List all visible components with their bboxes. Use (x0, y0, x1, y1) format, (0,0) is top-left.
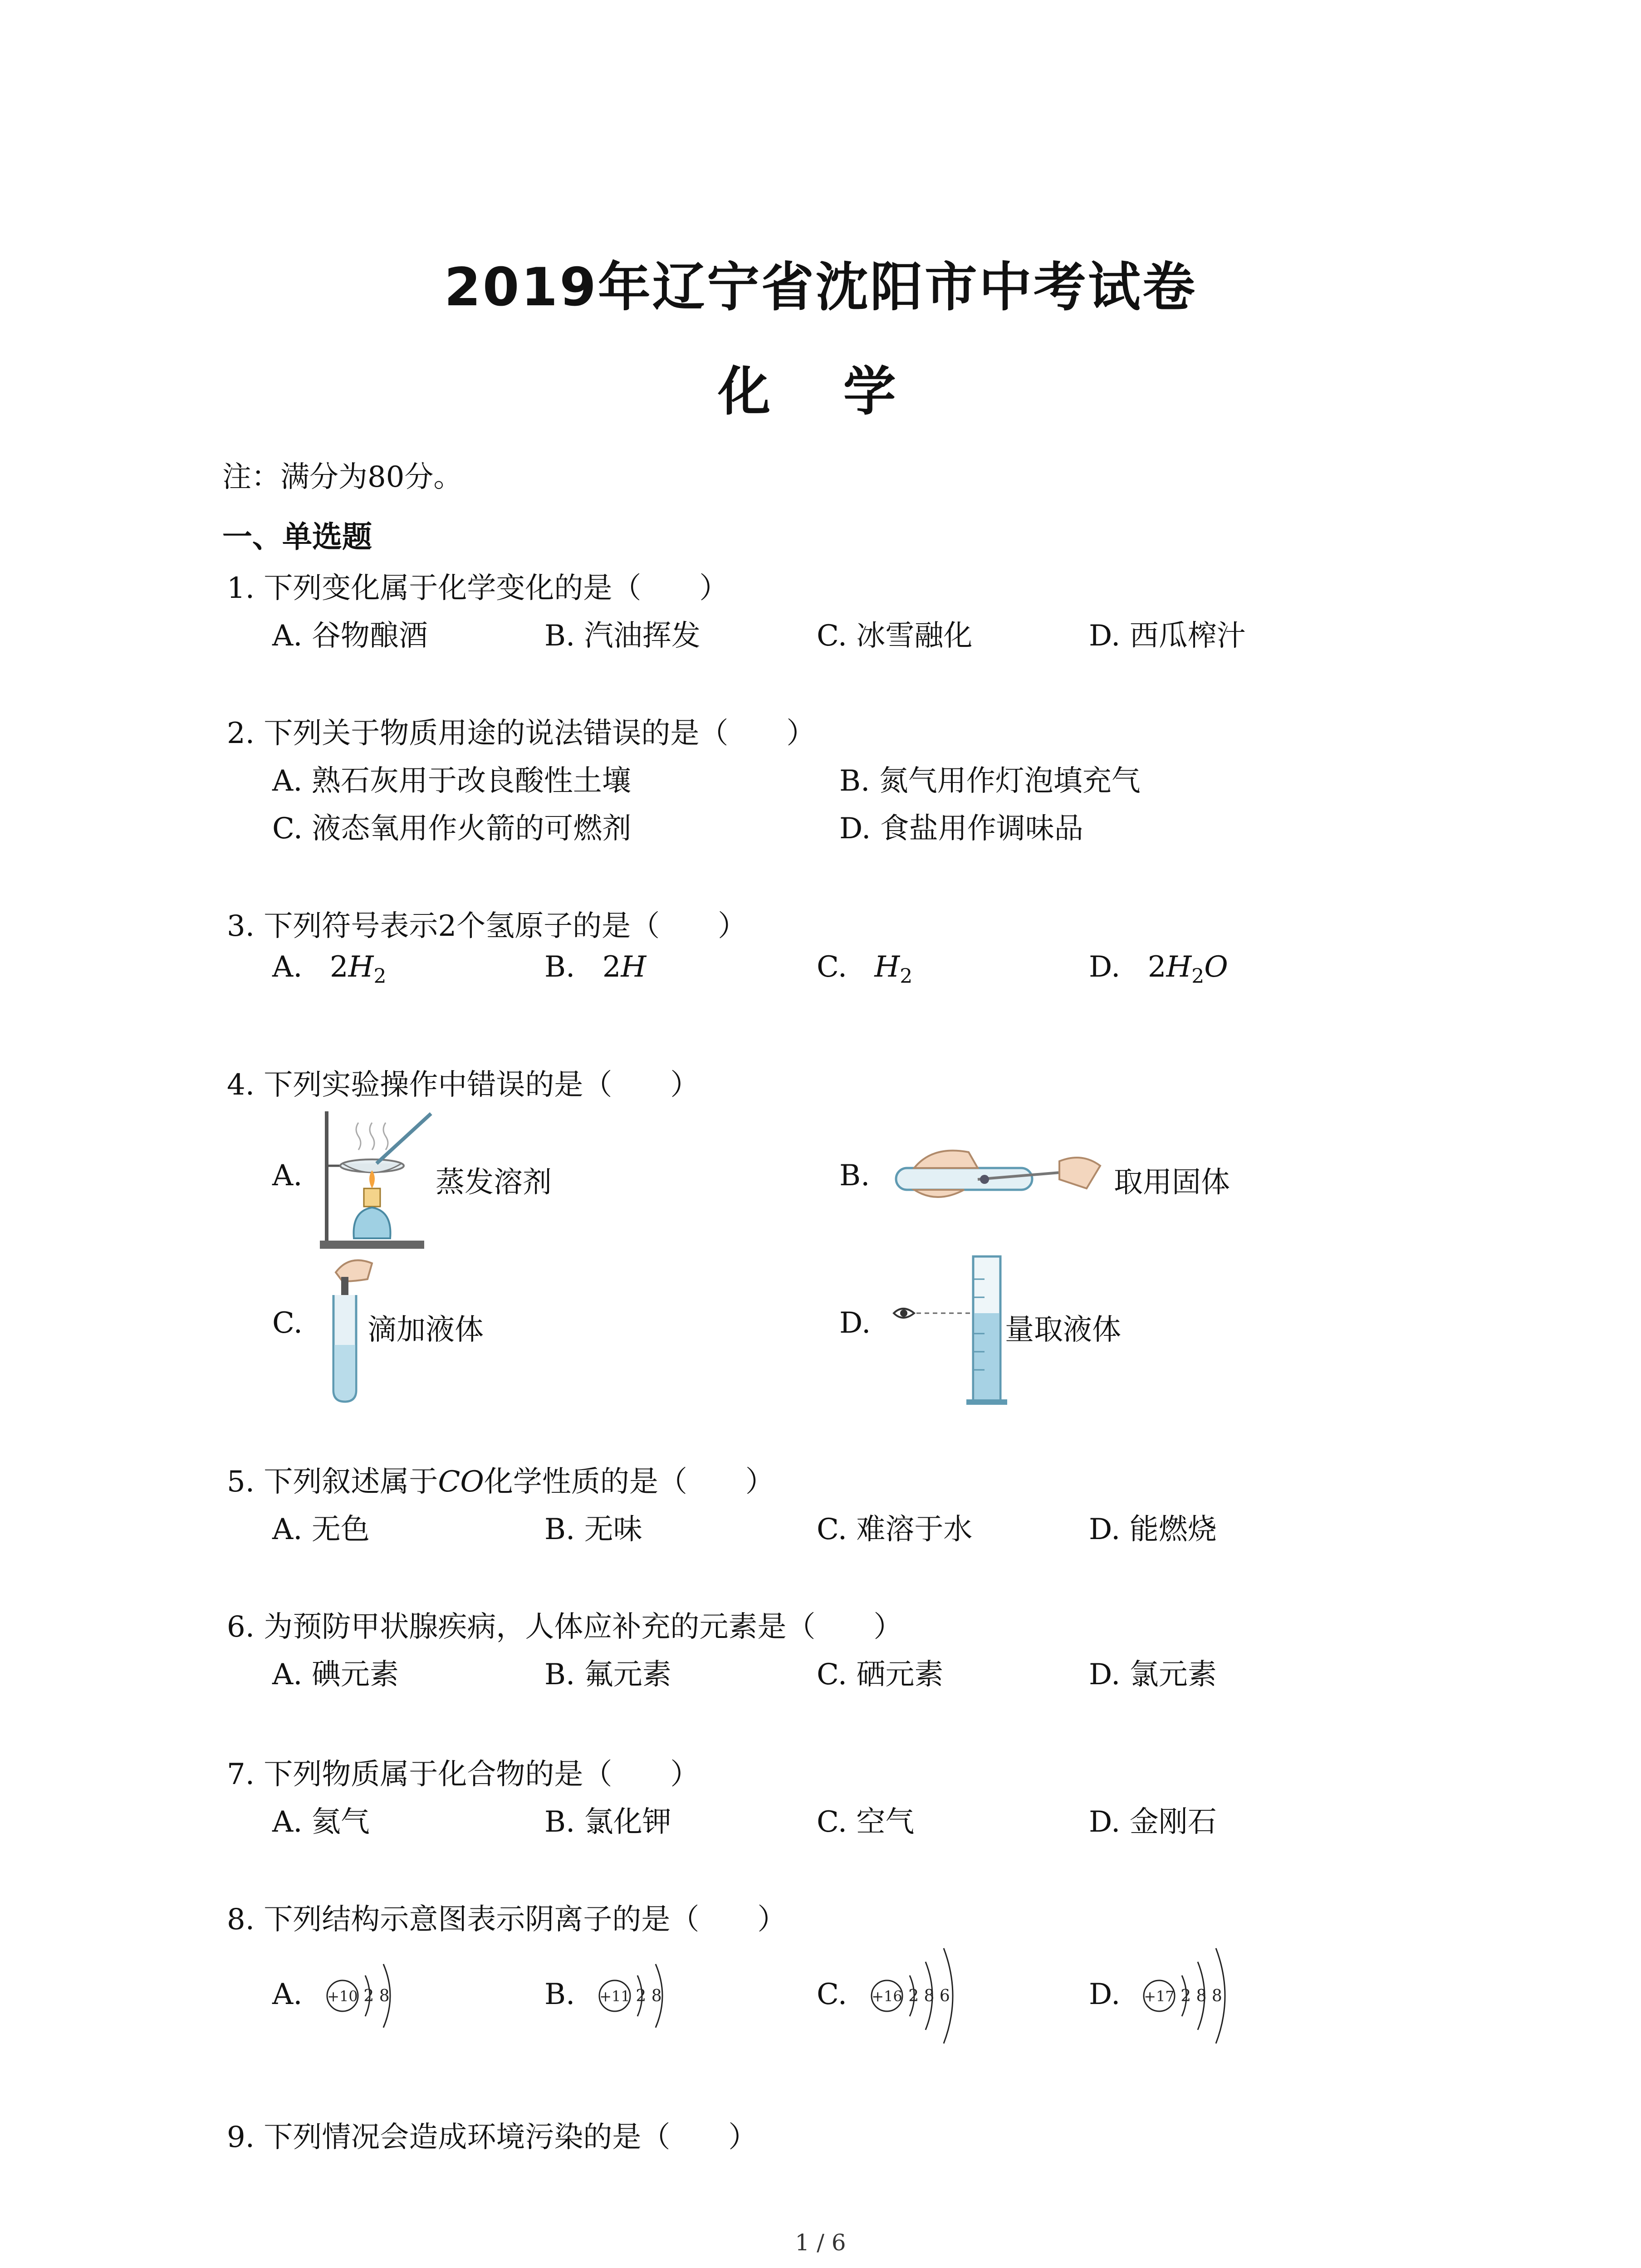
q3-stem: 3. 下列符号表示2个氢原子的是（ ） (227, 909, 747, 943)
q5-stem (227, 1458, 774, 1500)
q3-option-b (544, 950, 646, 984)
q4-b-text: 取用固体 (1114, 1166, 1230, 1199)
q7-option-c: C. 空气 (817, 1805, 915, 1839)
atom-structure-d-figure (1134, 1941, 1243, 2050)
q8-c-nucleus: +16 (872, 1988, 902, 2005)
q4-c-label: C. (272, 1306, 303, 1340)
q3-d-symbol-o: O (1204, 950, 1228, 984)
q3-d-label: D. (1089, 950, 1121, 984)
q1-option-d: D. 西瓜榨汁 (1089, 619, 1246, 653)
q8-b-shells: 2 8 (636, 1987, 662, 2005)
q6-stem: 6. 为预防甲状腺疾病，人体应补充的元素是（ ） (227, 1610, 903, 1644)
q8-d-shells: 2 8 8 (1181, 1987, 1222, 2005)
q6-option-b: B. 氟元素 (544, 1658, 671, 1691)
q5-stem-prefix: 5. 下列叙述属于 (227, 1465, 438, 1499)
q1-stem: 1. 下列变化属于化学变化的是（ ） (227, 572, 729, 605)
q3-a-label: A. (272, 950, 303, 984)
q2-option-c: C. 液态氧用作火箭的可燃剂 (272, 812, 632, 846)
q3-a-subscript: 2 (373, 964, 387, 988)
q9-stem: 9. 下列情况会造成环境污染的是（ ） (227, 2121, 758, 2154)
q8-c-label: C. (817, 1978, 847, 2011)
q3-b-label: B. (544, 950, 575, 984)
section-heading: 一、单选题 (222, 519, 372, 554)
q3-a-coef: 2 (329, 950, 348, 984)
q8-d-label: D. (1089, 1978, 1121, 2011)
q4-d-text: 量取液体 (1005, 1313, 1121, 1347)
evaporation-apparatus-figure (318, 1107, 436, 1256)
q3-d-coef: 2 (1147, 950, 1166, 984)
take-solid-figure (887, 1143, 1114, 1207)
q5-option-b: B. 无味 (544, 1513, 642, 1546)
q8-a-shells: 2 8 (363, 1987, 390, 2005)
q1-option-a: A. 谷物酿酒 (272, 619, 428, 653)
subject-title: 化 学 (718, 361, 923, 422)
q5-stem-formula: CO (438, 1465, 484, 1499)
q3-option-a (272, 950, 386, 988)
q6-option-d: D. 氯元素 (1089, 1658, 1217, 1691)
page-number: 1 / 6 (795, 2229, 846, 2256)
q4-d-label: D. (839, 1306, 871, 1340)
q3-b-symbol: H (621, 950, 647, 984)
q5-stem-suffix: 化学性质的是（ ） (484, 1465, 774, 1499)
q8-a-nucleus: +10 (327, 1988, 358, 2005)
q2-stem: 2. 下列关于物质用途的说法错误的是（ ） (227, 717, 816, 750)
q5-option-d: D. 能燃烧 (1089, 1513, 1217, 1546)
q7-option-a: A. 氦气 (272, 1805, 370, 1839)
q1-option-b: B. 汽油挥发 (544, 619, 700, 653)
q1-option-c: C. 冰雪融化 (817, 619, 973, 653)
q3-b-coef: 2 (602, 950, 621, 984)
q2-option-a: A. 熟石灰用于改良酸性土壤 (272, 764, 631, 798)
q3-a-symbol: H (348, 950, 374, 984)
q3-option-d (1089, 950, 1228, 988)
q7-stem: 7. 下列物质属于化合物的是（ ） (227, 1758, 700, 1791)
q3-d-subscript: 2 (1191, 964, 1205, 988)
q8-b-nucleus: +11 (599, 1988, 630, 2005)
q5-option-c: C. 难溶于水 (817, 1513, 973, 1546)
q8-d-nucleus: +17 (1144, 1988, 1175, 2005)
q7-option-d: D. 金刚石 (1089, 1805, 1217, 1839)
q7-option-b: B. 氯化钾 (544, 1805, 671, 1839)
q3-d-symbol-h: H (1166, 950, 1192, 984)
q6-option-a: A. 碘元素 (272, 1658, 399, 1691)
q3-c-label: C. (817, 950, 847, 984)
score-note: 注：满分为80分。 (222, 460, 463, 494)
q4-a-text: 蒸发溶剂 (436, 1166, 552, 1199)
atom-structure-c-figure (862, 1941, 971, 2050)
q4-c-text: 滴加液体 (367, 1313, 484, 1347)
q2-option-d: D. 食盐用作调味品 (839, 812, 1083, 846)
q3-option-c (817, 950, 912, 988)
q8-c-shells: 2 8 6 (908, 1987, 950, 2005)
q8-stem: 8. 下列结构示意图表示阴离子的是（ ） (227, 1903, 787, 1936)
q3-c-symbol: H (874, 950, 900, 984)
q2-option-b: B. 氮气用作灯泡填充气 (839, 764, 1141, 798)
q5-option-a: A. 无色 (272, 1513, 370, 1546)
q4-a-label: A. (272, 1159, 303, 1193)
q8-b-label: B. (544, 1978, 575, 2011)
q8-a-label: A. (272, 1978, 303, 2011)
atom-structure-a-figure (318, 1950, 408, 2041)
q6-option-c: C. 硒元素 (817, 1658, 944, 1691)
q3-c-subscript: 2 (900, 964, 913, 988)
atom-structure-b-figure (590, 1950, 681, 2041)
q4-b-label: B. (839, 1159, 870, 1193)
q4-stem: 4. 下列实验操作中错误的是（ ） (227, 1068, 700, 1102)
page-title: 2019年辽宁省沈阳市中考试卷 (444, 257, 1197, 318)
